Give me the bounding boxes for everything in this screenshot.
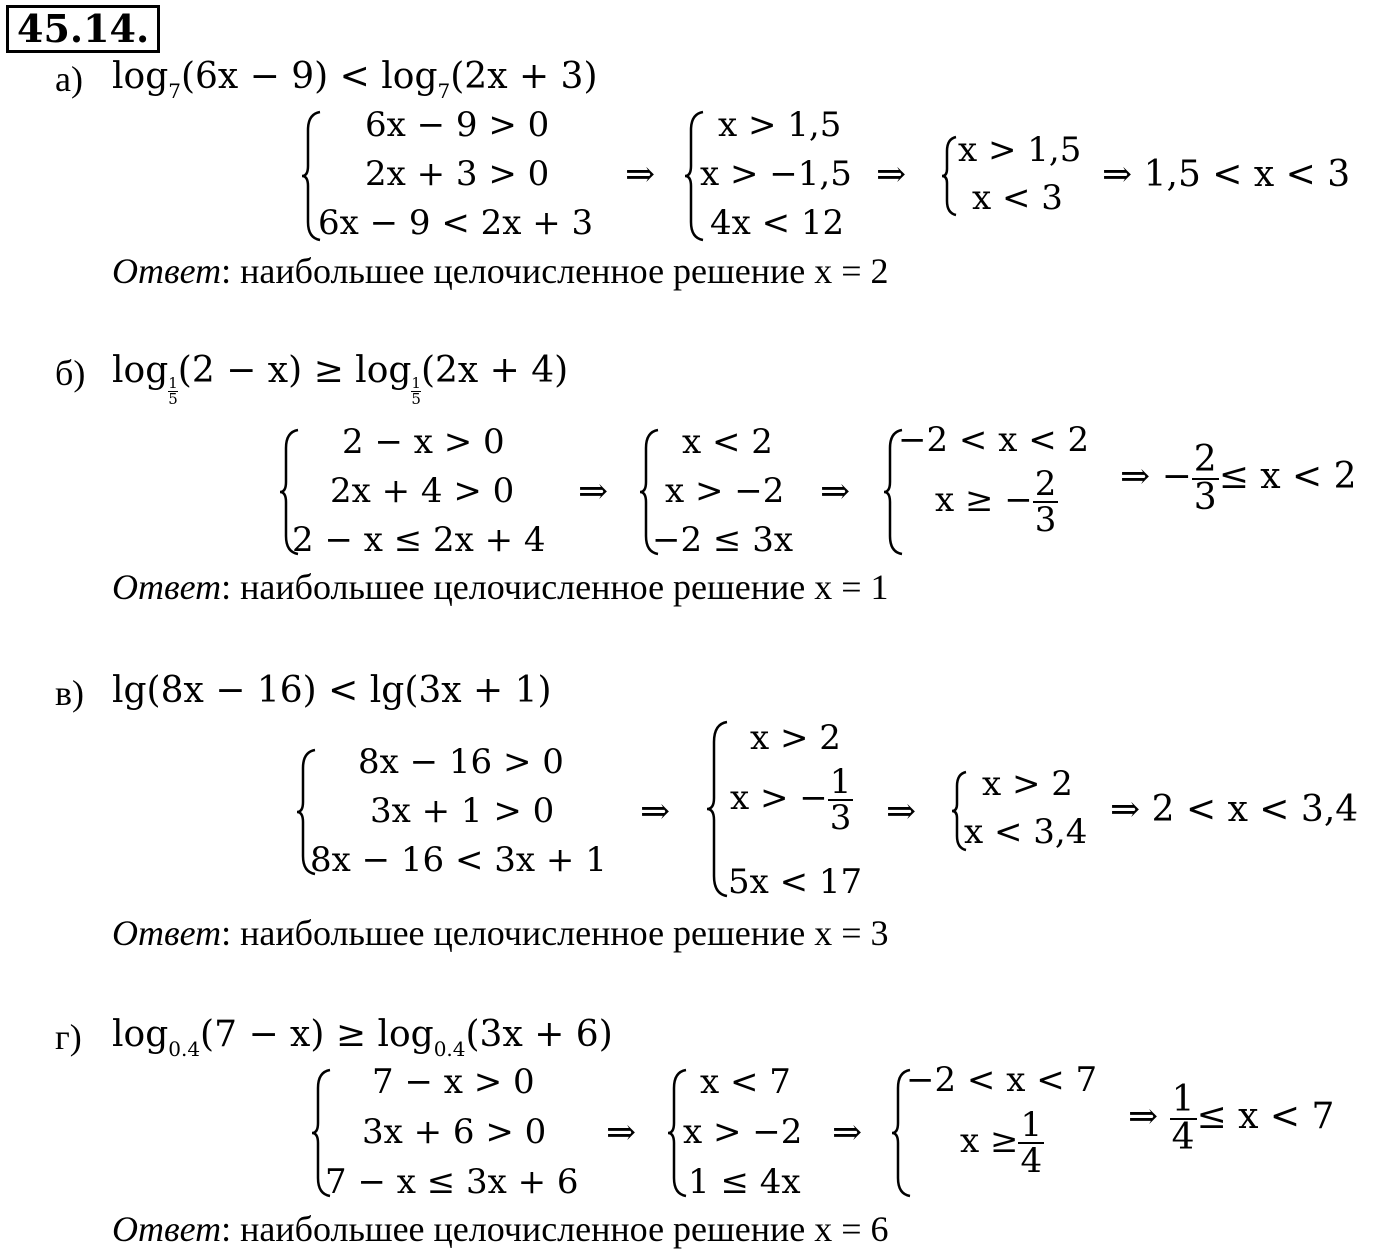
part-b-inequality: log $\frac{1}{5}$ (2 − x) ≥ log $\frac{1}{5}$ (2x + 4) bbox=[112, 350, 569, 408]
part-a-inequality: $\log_7(6x - 9) < \log_7(2x + 3)$ bbox=[112, 56, 598, 103]
part-a-result: ⇒ 1,5 < x < 3 bbox=[1102, 154, 1351, 195]
implies-arrow: ⇒ bbox=[640, 791, 671, 832]
implies-arrow: ⇒ bbox=[578, 471, 609, 512]
part-c-inequality: lg(8x − 16) < lg(3x + 1) bbox=[112, 670, 552, 711]
part-c-label: в) bbox=[55, 673, 84, 713]
implies-arrow: ⇒ bbox=[606, 1112, 637, 1153]
part-d-answer: Ответ: наибольшее целочисленное решение x = 6 bbox=[112, 1209, 889, 1249]
part-a-label: а) bbox=[55, 59, 83, 99]
part-b-result: ⇒ − $\frac{2}{3}$ ≤ x < 2 bbox=[1120, 439, 1357, 518]
part-a-answer: Ответ: наибольшее целочисленное решение x = 2 bbox=[112, 251, 889, 291]
implies-arrow: ⇒ bbox=[820, 471, 851, 512]
part-b-label: б) bbox=[55, 353, 86, 393]
implies-arrow: ⇒ bbox=[625, 154, 656, 195]
implies-arrow: ⇒ bbox=[876, 154, 907, 195]
part-d-result: ⇒ $\frac{1}{4}$ ≤ x < 7 bbox=[1128, 1079, 1335, 1158]
implies-arrow: ⇒ bbox=[886, 791, 917, 832]
problem-number: 45.14. bbox=[6, 5, 160, 53]
part-c-result: ⇒ 2 < x < 3,4 bbox=[1110, 789, 1359, 830]
implies-arrow: ⇒ bbox=[832, 1112, 863, 1153]
part-b-answer: Ответ: наибольшее целочисленное решение x = 1 bbox=[112, 567, 889, 607]
part-c-answer: Ответ: наибольшее целочисленное решение x = 3 bbox=[112, 913, 889, 953]
part-d-label: г) bbox=[55, 1017, 82, 1057]
part-d-inequality: $\log_{0.4}(7 - x) \ge \log_{0.4}(3x + 6)$ bbox=[112, 1014, 613, 1061]
brace bbox=[705, 720, 729, 898]
brace bbox=[940, 135, 958, 217]
